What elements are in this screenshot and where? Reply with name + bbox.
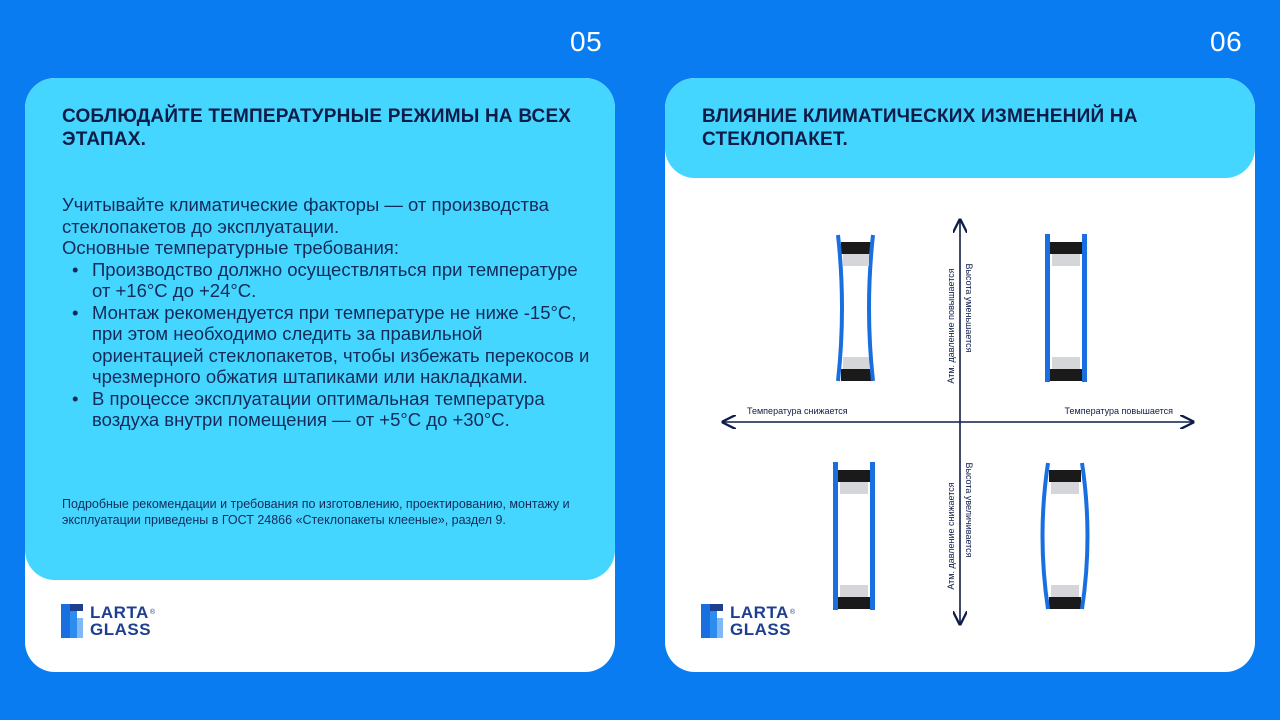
registered-mark: ®	[149, 609, 156, 616]
body-text	[62, 194, 592, 431]
requirements-list	[62, 259, 592, 431]
card-title: ВЛИЯНИЕ КЛИМАТИЧЕСКИХ ИЗМЕНЕНИЙ НА СТЕКЛОПАКЕТ.	[702, 106, 1138, 150]
larta-glass-logo	[701, 604, 796, 638]
larta-glass-logo	[61, 604, 156, 638]
glass-unit-concave	[838, 235, 873, 381]
temperature-card	[25, 78, 615, 672]
page-number-right: 06	[1210, 26, 1243, 57]
axis-label-height-down: Высота уменьшается	[964, 263, 974, 353]
card-title: СОБЛЮДАЙТЕ ТЕМПЕРАТУРНЫЕ РЕЖИМЫ НА ВСЕХ ЭТАПАХ.	[62, 106, 572, 150]
gost-footnote: Подробные рекомендации и требования по изготовлению, проектированию, монтажу и эксплуатации приведены в ГОСТ 24866 «Стеклопакеты клееные», раздел 9.	[62, 497, 570, 527]
logo-mark-icon	[61, 604, 83, 638]
axis-label-height-up: Высота увеличивается	[964, 462, 974, 558]
list-item: • В процессе эксплуатации оптимальная температура воздуха внутри помещения — от +5°С до +30°С.	[62, 388, 592, 431]
climate-diagram	[665, 78, 1255, 672]
logo-line-2: GLASS	[90, 620, 152, 639]
glass-unit-flat-bottom	[833, 462, 875, 610]
list-item: • Монтаж рекомендуется при температуре не ниже -15°С, при этом необходимо следить за правильной ориентацией стеклопакетов, чтобы избежать перекосов и чрезмерного обжатия штапиками или накладками.	[62, 302, 592, 388]
axis-label-pressure-down: Атм. давление снижается	[946, 482, 956, 590]
logo-line-1: LARTA	[90, 603, 149, 622]
glass-unit-flat-top	[1045, 234, 1087, 382]
logo-line-1: LARTA	[730, 603, 789, 622]
axis-label-temp-up: Температура повышается	[1064, 406, 1173, 416]
logo-mark-icon	[701, 604, 723, 638]
page-number-left: 05	[570, 26, 603, 57]
list-item: • Производство должно осуществляться при температуре от +16°С до +24°С.	[62, 259, 592, 302]
logo-line-2: GLASS	[730, 620, 792, 639]
registered-mark: ®	[789, 609, 796, 616]
climate-impact-card	[665, 78, 1255, 672]
axis-label-temp-down: Температура снижается	[747, 406, 848, 416]
glass-unit-convex	[1043, 463, 1088, 609]
intro-text: Учитывайте климатические факторы — от производства стеклопакетов до эксплуатации.	[62, 194, 549, 237]
requirements-heading: Основные температурные требования:	[62, 237, 399, 258]
axis-label-pressure-up: Атм. давление повышается	[946, 268, 956, 384]
